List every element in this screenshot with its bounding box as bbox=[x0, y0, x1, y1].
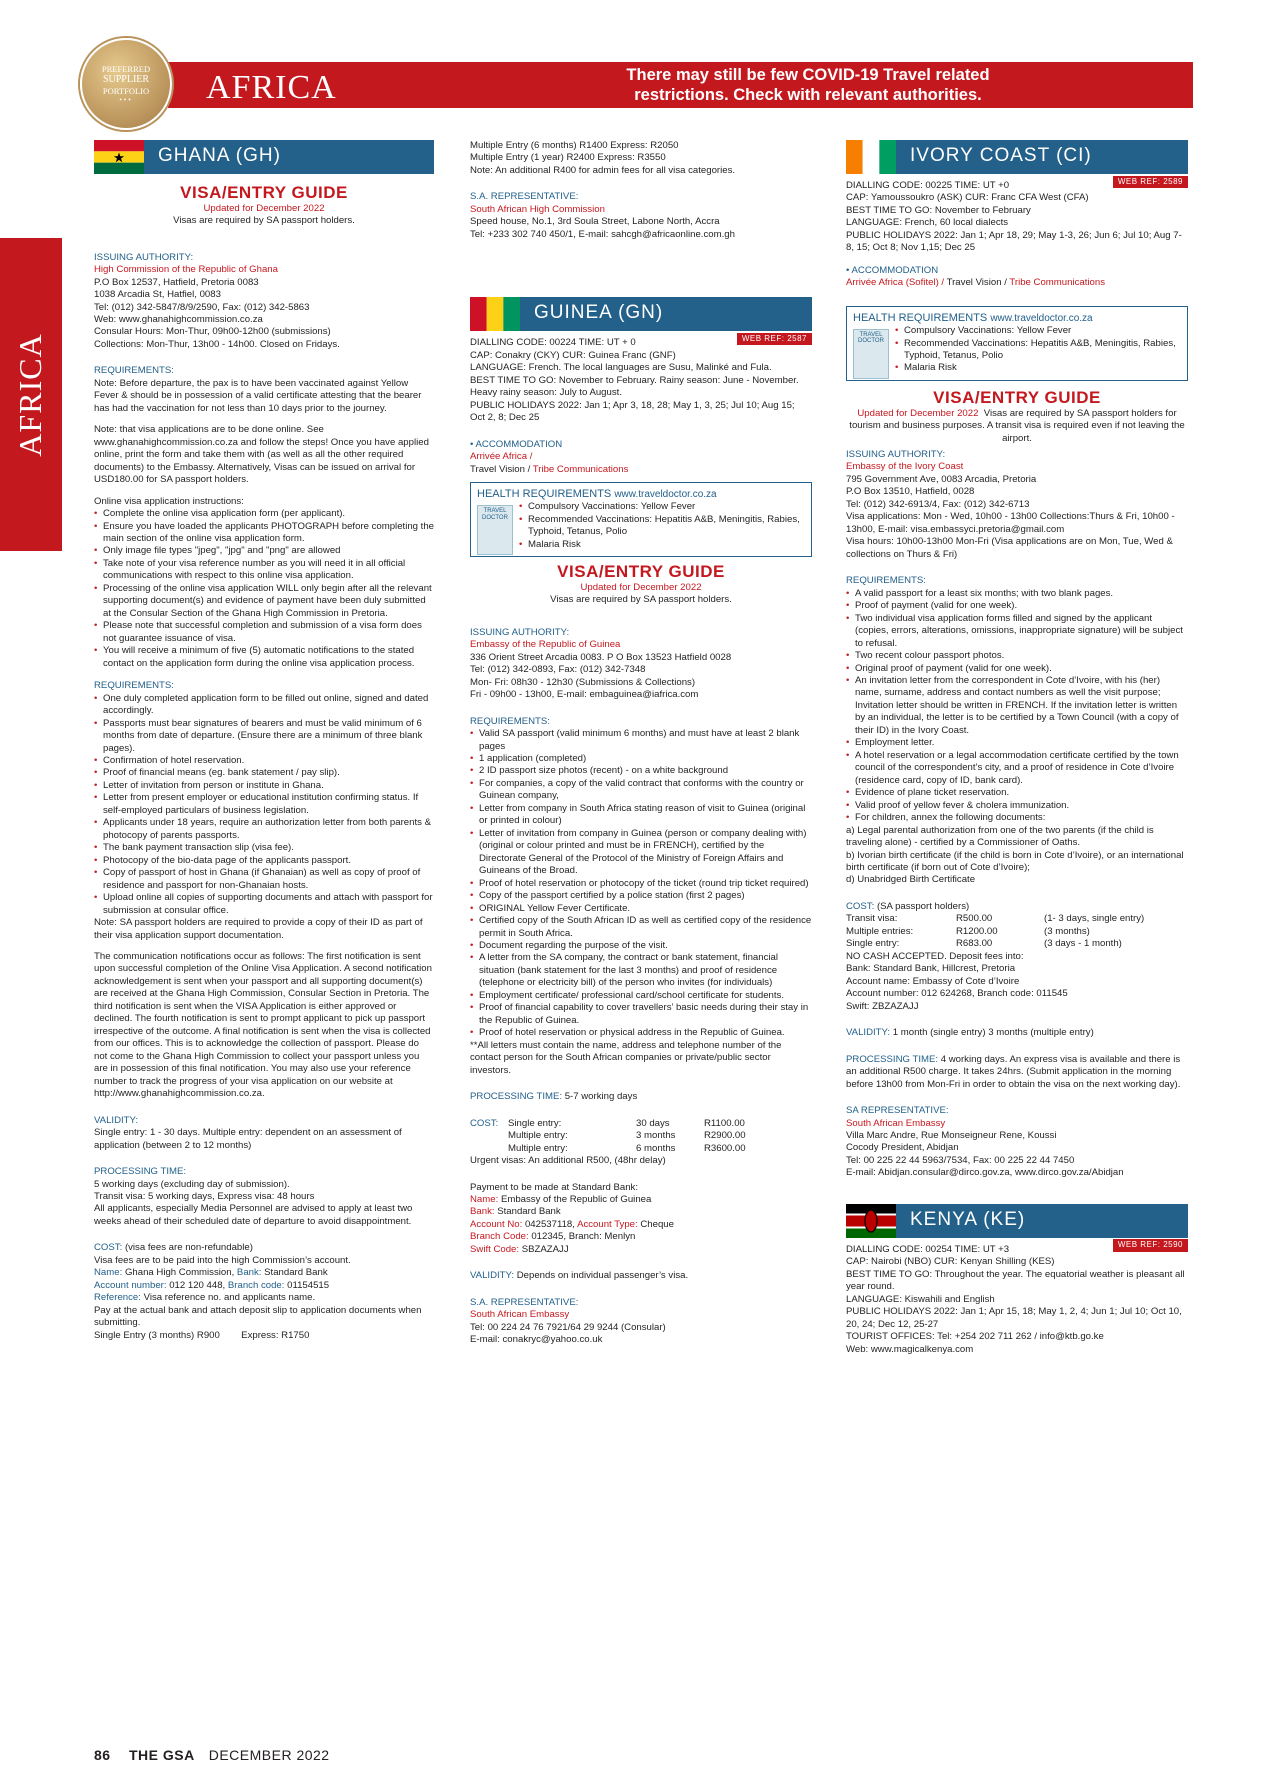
guinea-info bbox=[470, 337, 812, 424]
detail-line: P.O Box 12537, Hatfield, Pretoria 0083 bbox=[94, 276, 259, 288]
info-line: CAP: Yamoussoukro (ASK) CUR: Franc CFA West (CFA) bbox=[846, 192, 1089, 204]
sa-representative-label: S.A. REPRESENTATIVE: bbox=[470, 1296, 579, 1308]
updated-note: Updated for December 2022 bbox=[580, 581, 702, 593]
visa-required-note: Visas are required by SA passport holders. bbox=[173, 215, 355, 227]
processing-label: PROCESSING TIME: bbox=[470, 1091, 563, 1103]
list-item: • The bank payment transaction slip (visa fee). bbox=[94, 842, 434, 854]
cost-label: COST: bbox=[846, 900, 875, 912]
list-item: • Confirmation of hotel reservation. bbox=[94, 755, 434, 767]
health-requirements-box bbox=[470, 482, 812, 557]
detail-line: Visa hours: 10h00-13h00 Mon-Fri (Visa applications are on Mon, Tue, Wed & collections on Thurs & Fri) bbox=[846, 536, 1173, 560]
country-title-kenya: KENYA (KE) bbox=[910, 1208, 1026, 1230]
health-items bbox=[519, 501, 805, 551]
children-documents bbox=[846, 825, 1188, 887]
sa-representative-details bbox=[846, 1130, 1188, 1180]
health-requirements-box bbox=[846, 306, 1188, 381]
urgent-note: Urgent visas: An additional R500, (48hr delay) bbox=[470, 1155, 666, 1167]
payment-branch bbox=[470, 1231, 812, 1243]
health-url: www.traveldoctor.co.za bbox=[614, 488, 717, 500]
online-note: Note: that visa applications are to be done online. See www.ghanahighcommission.co.za and follow the steps! Once you have applied online, print the form and take them with (as well as all the other required documents) to the Embassy. Alternatively, Visas can be issued on arrival for USD180.00 for SA passport holders. bbox=[94, 424, 429, 486]
ghana-continued bbox=[470, 140, 812, 177]
list-item: • A hotel reservation or a legal accommodation certificate certified by the town council of the correspondent’s city, and a proof of residence in Cote d’Ivoire (residence card, copy of ID, bank card). bbox=[846, 750, 1188, 787]
requirements-label-2: REQUIREMENTS: bbox=[94, 680, 174, 692]
info-line: CAP: Nairobi (NBO) CUR: Kenyan Shilling (KES) bbox=[846, 1256, 1055, 1268]
accommodation-label: • ACCOMMODATION bbox=[846, 264, 939, 276]
ivory-coast-info bbox=[846, 180, 1188, 255]
health-item: • Recommended Vaccinations: Hepatitis A&B, Meningitis, Rabies, Typhoid, Tetanus, Polio bbox=[895, 338, 1181, 363]
list-item: • Upload online all copies of supporting documents and attach with passport for submission at consular office. bbox=[94, 892, 434, 917]
cost-duration: 6 months bbox=[636, 1142, 676, 1154]
detail-line: Web: www.ghanahighcommission.co.za bbox=[94, 313, 263, 325]
reference-line bbox=[94, 1292, 434, 1304]
detail-line: NO CASH ACCEPTED. Deposit fees into: bbox=[846, 950, 1024, 962]
list-item: • Two individual visa application forms filled and signed by the applicant (copies, errors, alterations, omissions, inappropriate signature) will be subject to refusal. bbox=[846, 613, 1188, 650]
requirements-list bbox=[94, 693, 434, 917]
info-line: TOURIST OFFICES: Tel: +254 202 711 262 / info@ktb.go.ke bbox=[846, 1331, 1104, 1343]
list-item: • Photocopy of the bio-data page of the applicants passport. bbox=[94, 855, 434, 867]
detail-line: Transit visa: 5 working days, Express visa: 48 hours bbox=[94, 1190, 315, 1202]
health-item: • Malaria Risk bbox=[519, 539, 805, 551]
issuing-authority-label: ISSUING AUTHORITY: bbox=[846, 449, 946, 461]
info-line: BEST TIME TO GO: Throughout the year. The equatorial weather is pleasant all year round. bbox=[846, 1268, 1185, 1293]
health-title bbox=[853, 311, 1181, 325]
info-line: DIALLING CODE: 00254 TIME: UT +3 bbox=[846, 1243, 1010, 1255]
payment-name-label: Name: bbox=[470, 1193, 499, 1205]
cost-duration: 3 months bbox=[636, 1130, 676, 1142]
detail-line: Mon- Fri: 08h30 - 12h30 (Submissions & Collections) bbox=[470, 676, 696, 688]
page-footer bbox=[94, 1746, 330, 1764]
name-label: Name: bbox=[94, 1267, 123, 1279]
spacer bbox=[470, 1143, 508, 1155]
cost-type: Multiple entry: bbox=[508, 1130, 568, 1142]
bank-value: Standard Bank bbox=[264, 1267, 328, 1279]
account-label: Account number: bbox=[94, 1279, 167, 1291]
list-item: • 2 ID passport size photos (recent) - on a white background bbox=[470, 765, 812, 777]
detail-line: Multiple Entry (6 months) R1400 Express: R2050 bbox=[470, 140, 679, 151]
country-title-ghana: GHANA (GH) bbox=[158, 145, 281, 166]
issuing-authority-details bbox=[94, 277, 434, 352]
issuing-authority-name: High Commission of the Republic of Ghana bbox=[94, 264, 278, 276]
region-title: AFRICA bbox=[206, 69, 337, 106]
ivory-coast-flag-icon bbox=[846, 140, 896, 174]
cost-note: (visa fees are non-refundable) bbox=[124, 1242, 253, 1254]
list-item: • Applicants under 18 years, require an authorization letter from both parents & photocopy of parents passports. bbox=[94, 817, 434, 842]
health-item: • Malaria Risk bbox=[895, 362, 1181, 374]
payment-swift bbox=[470, 1244, 812, 1256]
info-line: LANGUAGE: French. The local languages are Susu, Malinké and Fula. bbox=[470, 362, 772, 374]
cost-block bbox=[94, 1242, 434, 1254]
updated-note: Updated for December 2022 bbox=[203, 202, 325, 214]
covid-notice-line2: restrictions. Check with relevant authorities. bbox=[634, 85, 982, 104]
account-line bbox=[94, 1280, 434, 1292]
covid-notice-line1: There may still be few COVID-19 Travel related bbox=[626, 66, 990, 84]
country-title-guinea: GUINEA (GN) bbox=[534, 302, 664, 324]
payment-line: Payment to be made at Standard Bank: bbox=[470, 1181, 638, 1193]
updated-note: Updated for December 2022 bbox=[857, 407, 979, 419]
info-line: PUBLIC HOLIDAYS 2022: Jan 1; Apr 3, 18, 28; May 1, 3, 25; Jul 10; Aug 15; Oct 2, 8; Dec 25 bbox=[470, 399, 795, 424]
seal-line2: SUPPLIER bbox=[102, 74, 150, 86]
list-item: • 1 application (completed) bbox=[470, 753, 812, 765]
kenya-flag-icon bbox=[846, 1204, 896, 1238]
list-item: • For companies, a copy of the valid contract that conforms with the country or Guinean company, bbox=[470, 778, 812, 803]
accommodation-item: Arrivée Africa / bbox=[470, 451, 533, 463]
list-item: • Valid SA passport (valid minimum 6 months) and must have at least 2 blank pages bbox=[470, 728, 812, 753]
payment-name-value: Embassy of the Republic of Guinea bbox=[500, 1193, 652, 1205]
cost-table bbox=[470, 1118, 812, 1155]
sa-representative-name: South African Embassy bbox=[470, 1309, 570, 1321]
country-bar-kenya bbox=[896, 1204, 1188, 1250]
requirements-note: Note: Before departure, the pax is to have been vaccinated against Yellow Fever & should be in possession of a valid certificate attesting that the bearer has had the vaccination for not less than 10 days prior to the journey. bbox=[94, 377, 422, 414]
name-value: Ghana High Commission, bbox=[124, 1267, 235, 1279]
cost-heading bbox=[846, 901, 1188, 913]
visa-guide-title: VISA/ENTRY GUIDE bbox=[180, 183, 348, 202]
branch-label: Branch code: bbox=[227, 1279, 285, 1291]
health-item: • Recommended Vaccinations: Hepatitis A&B, Meningitis, Rabies, Typhoid, Tetanus, Polio bbox=[519, 514, 805, 539]
detail-line: Tel: (012) 342-0893, Fax: (012) 342-7348 bbox=[470, 664, 646, 676]
detail-line: 795 Government Ave, 0083 Arcadia, Pretoria bbox=[846, 473, 1037, 485]
list-item: • Letter from company in South Africa stating reason of visit to Guinea (original or printed in colour) bbox=[470, 803, 812, 828]
detail-line: P.O Box 13510, Hatfield, 0028 bbox=[846, 486, 975, 498]
bank-name-line bbox=[94, 1267, 434, 1279]
issuing-authority-name: Embassy of the Republic of Guinea bbox=[470, 639, 621, 651]
requirements-label: REQUIREMENTS: bbox=[846, 575, 926, 587]
validity-text: Single entry: 1 - 30 days. Multiple entry: dependent on an assessment of application (between 2 to 12 months) bbox=[94, 1127, 402, 1151]
kenya-info bbox=[846, 1244, 1188, 1356]
visa-required-note: Visas are required by SA passport holders. bbox=[550, 594, 732, 606]
ghana-flag-icon bbox=[94, 140, 144, 174]
health-items bbox=[895, 325, 1181, 375]
list-item: • Copy of passport of host in Ghana (if Ghanaian) as well as copy of proof of residence and passport for non-Ghanaian hosts. bbox=[94, 867, 434, 892]
single-entry-price: Single Entry (3 months) R900 bbox=[94, 1329, 220, 1341]
detail-line: Cocody President, Abidjan bbox=[846, 1142, 959, 1154]
travel-doctor-icon: TRAVEL DOCTOR bbox=[477, 505, 513, 555]
detail-line: Tel: 00 225 22 44 5963/7534, Fax: 00 225 22 44 7450 bbox=[846, 1154, 1075, 1166]
issuing-authority-label: ISSUING AUTHORITY: bbox=[94, 251, 194, 263]
online-instructions-title: Online visa application instructions: bbox=[94, 495, 244, 507]
list-item: • A valid passport for a least six months; with two blank pages. bbox=[846, 588, 1188, 600]
country-bar-ivory-coast bbox=[896, 140, 1188, 186]
accommodation-item: Travel Vision / bbox=[470, 463, 531, 475]
sa-representative-label: SA REPRESENTATIVE: bbox=[846, 1105, 949, 1117]
detail-line: a) Legal parental authorization from one of the two parents (if the child is traveling alone) - certified by a Commissioner of Oaths. bbox=[846, 824, 1154, 849]
issue-date: DECEMBER 2022 bbox=[208, 1747, 330, 1763]
visa-guide-title: VISA/ENTRY GUIDE bbox=[933, 387, 1101, 407]
cost-note: (SA passport holders) bbox=[876, 900, 970, 912]
web-ref-badge: WEB REF: 2587 bbox=[737, 333, 812, 345]
list-item: • Document regarding the purpose of the visit. bbox=[470, 940, 812, 952]
detail-line: E-mail: Abidjan.consular@dirco.gov.za, www.dirco.gov.za/Abidjan bbox=[846, 1167, 1124, 1179]
validity-value: Depends on individual passenger’s visa. bbox=[516, 1270, 689, 1282]
info-line: DIALLING CODE: 00225 TIME: UT +0 bbox=[846, 180, 1010, 191]
cost-price: R1100.00 bbox=[704, 1117, 745, 1129]
cost-table bbox=[846, 913, 1188, 950]
column-ghana bbox=[94, 140, 434, 1342]
online-instructions-list bbox=[94, 508, 434, 670]
detail-line: Fri - 09h00 - 13h00, E-mail: embaguinea@iafrica.com bbox=[470, 689, 699, 701]
payment-account-label: Account No: bbox=[470, 1218, 523, 1230]
detail-line: Swift: ZBZAZAJJ bbox=[846, 1000, 919, 1012]
detail-line: 1038 Arcadia St, Hatfiel, 0083 bbox=[94, 289, 221, 301]
validity-label: VALIDITY: bbox=[470, 1270, 515, 1282]
travel-doctor-icon: TRAVEL DOCTOR bbox=[853, 329, 889, 379]
info-line: PUBLIC HOLIDAYS 2022: Jan 1; Apr 15, 18; May 1, 2, 4; Jun 1; Jul 10; Oct 10, 20, 24; Dec 12, 25-27 bbox=[846, 1306, 1182, 1330]
info-line: DIALLING CODE: 00224 TIME: UT + 0 bbox=[470, 337, 636, 349]
accommodation-item: Arrivée Africa (Sofitel) / bbox=[846, 277, 945, 289]
visa-guide-title: VISA/ENTRY GUIDE bbox=[557, 562, 725, 582]
list-item: • Please note that successful completion and submission of a visa form does not guarantee issuance of visa. bbox=[94, 620, 434, 645]
detail-line: Tel: (012) 342-6913/4, Fax: (012) 342-6713 bbox=[846, 498, 1030, 510]
branch-value: 01154515 bbox=[287, 1279, 330, 1291]
list-item: • Letter of invitation from person or institute in Ghana. bbox=[94, 780, 434, 792]
country-title-ivory-coast: IVORY COAST (CI) bbox=[910, 145, 1092, 166]
cost-line: Visa fees are to be paid into the high Commission’s account. bbox=[94, 1254, 351, 1266]
list-item: • Passports must bear signatures of bearers and must be valid minimum of 6 months from date of departure. (Ensure there are a minimum of three blank pages). bbox=[94, 718, 434, 755]
detail-line: Consular Hours: Mon-Thur, 09h00-12h00 (submissions) bbox=[94, 326, 331, 338]
payment-type-value: Cheque bbox=[640, 1218, 674, 1230]
side-tab bbox=[0, 238, 62, 551]
list-item: • Letter from present employer or educational institution confirming status. If self-employed particulars of business legislation. bbox=[94, 792, 434, 817]
list-item: • For children, annex the following documents: bbox=[846, 812, 1188, 824]
sa-representative-name: South African Embassy bbox=[846, 1117, 946, 1129]
list-item: • Complete the online visa application form (per applicant). bbox=[94, 508, 434, 520]
header-bar bbox=[168, 62, 1193, 108]
cost-duration: (3 days - 1 month) bbox=[1044, 938, 1122, 950]
column-ivory-kenya bbox=[846, 140, 1188, 1356]
payment-name bbox=[470, 1194, 812, 1206]
detail-line: Visa applications: Mon - Wed, 10h00 - 13h00 Collections:Thurs & Fri, 10h00 - 13h00, E-mail: visa.embassyci.pretoria@gmail.com bbox=[846, 511, 1175, 535]
reference-value: Visa reference no. and applicants name. bbox=[143, 1292, 316, 1304]
web-ref-badge: WEB REF: 2589 bbox=[1113, 176, 1188, 188]
detail-line: 336 Orient Street Arcadia 0083. P O Box 13523 Hatfield 0028 bbox=[470, 651, 732, 663]
detail-line: All applicants, especially Media Personnel are advised to apply at least two weeks ahead of their scheduled date of departure to avoid disappointment. bbox=[94, 1203, 413, 1227]
seal-line3: PORTFOLIO bbox=[102, 86, 150, 97]
requirements-id-note: Note: SA passport holders are required to provide a copy of their ID as part of their visa application support documentation. bbox=[94, 917, 423, 941]
info-line: Web: www.magicalkenya.com bbox=[846, 1343, 974, 1355]
info-line: LANGUAGE: French, 60 local dialects bbox=[846, 217, 1009, 229]
validity-line bbox=[470, 1270, 812, 1282]
sa-representative-name: South African High Commission bbox=[470, 203, 605, 215]
visa-required-block bbox=[846, 408, 1188, 445]
payment-bank-label: Bank: bbox=[470, 1206, 495, 1218]
processing-details bbox=[94, 1179, 434, 1229]
list-item: • One duly completed application form to be filled out online, signed and dated accordingly. bbox=[94, 693, 434, 718]
column-guinea bbox=[470, 140, 812, 1347]
cost-type: Multiple entry: bbox=[508, 1142, 568, 1154]
accommodation-item: Travel Vision / bbox=[946, 277, 1007, 289]
notifications-text: The communication notifications occur as follows: The first notification is sent upon successful completion of the Online Visa Application. A second notification acknowledgement is sent when your passport and all supporting document(s) are received at the Ghana High Commission, Consular Section in Pretoria. The third notification is sent when the VISA Application is either approved or declined. The fourth notification is sent to prompt applicant to pick up passport irrespective of the outcome. A final notification is sent when the visa is collected from our offices. This is to acknowledge the collection of passport. Please do not come to the Ghana High Commission to collect your passport unless you are in possession of this final notification. You may also use your reference number to track the progress of your visa application on our website at http://www.ghanahighcommission.co.za. bbox=[94, 951, 432, 1100]
cost-type: Single entry: bbox=[846, 938, 900, 950]
page-number: 86 bbox=[94, 1747, 111, 1763]
list-item: • Letter of invitation from company in Guinea (person or company dealing with)(original or colour printed and must be in FRENCH), certified by the Directorate General of the Protocol of the Ministry of Foreign Affairs and Guineans of the Broad. bbox=[470, 828, 812, 878]
issuing-authority-name: Embassy of the Ivory Coast bbox=[846, 461, 964, 473]
list-item: • Proof of financial capability to cover travellers’ basic needs during their stay in the Republic of Guinea. bbox=[470, 1002, 812, 1027]
accommodation-item: Tribe Communications bbox=[532, 463, 629, 475]
detail-line: d) Unabridged Birth Certificate bbox=[846, 874, 976, 886]
cost-duration: (3 months) bbox=[1044, 925, 1090, 937]
detail-line: Multiple Entry (1 year) R2400 Express: R3550 bbox=[470, 152, 666, 164]
bank-label: Bank: bbox=[236, 1267, 262, 1279]
payment-bank bbox=[470, 1206, 812, 1218]
list-item: • ORIGINAL Yellow Fever Certificate. bbox=[470, 903, 812, 915]
list-item: • Only image file types "jpeg", "jpg" and "png" are allowed bbox=[94, 545, 434, 557]
list-item: • An invitation letter from the correspondent in Cote d’Ivoire, with his (her) name, surname, address and contact numbers as well the visit purpose; Invitation letter should be written in FRENCH. If the invitation letter is written by an individual, the letter is to be certified by a Town Council (with a copy of their ID) in the Ivory Coast. bbox=[846, 675, 1188, 737]
detail-line: Note: An additional R400 for admin fees for all visa categories. bbox=[470, 164, 736, 176]
list-item: • Proof of hotel reservation or physical address in the Republic of Guinea. bbox=[470, 1027, 812, 1039]
requirements-list bbox=[846, 588, 1188, 825]
cost-type: Single entry: bbox=[508, 1117, 562, 1129]
list-item: • Proof of payment (valid for one week). bbox=[846, 600, 1188, 612]
list-item: • Processing of the online visa application WILL only begin after all the relevant supporting document(s) and evidence of payment have been duly submitted at the Consular Section of the Ghana High Commission in Pretoria. bbox=[94, 583, 434, 620]
health-title-text: HEALTH REQUIREMENTS bbox=[853, 311, 988, 324]
country-bar-ghana bbox=[144, 140, 434, 174]
validity-value: 1 month (single entry) 3 months (multiple entry) bbox=[892, 1027, 1094, 1039]
detail-line: 5 working days (excluding day of submission). bbox=[94, 1178, 290, 1190]
account-value: 012 120 448, bbox=[169, 1279, 226, 1291]
payment-branch-value: 012345, Branch: Menlyn bbox=[531, 1231, 636, 1243]
cost-price: R3600.00 bbox=[704, 1142, 746, 1154]
reference-label: Reference: bbox=[94, 1292, 141, 1304]
list-item: • Original proof of payment (valid for one week). bbox=[846, 663, 1188, 675]
accommodation-line bbox=[470, 464, 812, 476]
list-item: • Proof of hotel reservation or photocopy of the ticket (round trip ticket required) bbox=[470, 878, 812, 890]
detail-line: Tel: +233 302 740 450/1, E-mail: sahcgh@africaonline.com.gh bbox=[470, 228, 735, 240]
payment-swift-value: SBZAZAJJ bbox=[521, 1243, 569, 1255]
detail-line: Tel: (012) 342-5847/8/9/2590, Fax: (012) 342-5863 bbox=[94, 301, 310, 313]
list-item: • Employment letter. bbox=[846, 737, 1188, 749]
cost-type: Transit visa: bbox=[846, 913, 898, 925]
detail-line: Villa Marc Andre, Rue Monseigneur Rene, Koussi bbox=[846, 1129, 1057, 1141]
processing-value: 5-7 working days bbox=[564, 1091, 638, 1103]
list-item: • Two recent colour passport photos. bbox=[846, 650, 1188, 662]
list-item: • Proof of financial means (eg. bank statement / pay slip). bbox=[94, 767, 434, 779]
side-tab-label: AFRICA bbox=[12, 332, 49, 457]
list-item: • Employment certificate/ professional card/school certificate for students. bbox=[470, 990, 812, 1002]
country-bar-guinea bbox=[520, 297, 812, 343]
issuing-authority-details bbox=[846, 474, 1188, 561]
info-line: BEST TIME TO GO: November to February. Rainy season: June - November. Heavy rainy season: July to August. bbox=[470, 374, 799, 399]
validity-line bbox=[846, 1027, 1188, 1039]
single-entry-line bbox=[94, 1330, 434, 1342]
processing-line bbox=[846, 1054, 1188, 1091]
list-item: • A letter from the SA company, the contract or bank statement, financial situation (bank statement for the last 3 months) and proof of residence (telephone or electricity bill) of the person who invites (for individuals) bbox=[470, 952, 812, 989]
issuing-authority-label: ISSUING AUTHORITY: bbox=[470, 626, 570, 638]
accommodation-item: Tribe Communications bbox=[1009, 277, 1105, 289]
preferred-supplier-seal bbox=[80, 38, 172, 130]
pay-line: Pay at the actual bank and attach deposit slip to application documents when submitting. bbox=[94, 1304, 422, 1329]
web-ref-badge: WEB REF: 2590 bbox=[1113, 1239, 1188, 1251]
list-item: • Take note of your visa reference number as you will need it in all official communications with respect to this online visa application. bbox=[94, 558, 434, 583]
detail-line: Account name: Embassy of Cote d’Ivoire bbox=[846, 975, 1020, 987]
detail-line: Tel: 00 224 24 76 7921/64 29 9244 (Consular) bbox=[470, 1321, 666, 1333]
payment-swift-label: Swift Code: bbox=[470, 1243, 520, 1255]
payment-type-label: Account Type: bbox=[577, 1218, 638, 1230]
validity-label: VALIDITY: bbox=[846, 1027, 891, 1039]
seal-stars: ••• bbox=[119, 96, 133, 105]
info-line: PUBLIC HOLIDAYS 2022: Jan 1; Apr 18, 29; May 1-3, 26; Jun 6; Jul 10; Aug 7-8, 15; Oct 8; Nov 1,15; Dec 25 bbox=[846, 229, 1182, 254]
cost-details bbox=[846, 951, 1188, 1013]
issuing-authority-details bbox=[470, 652, 812, 702]
sa-representative-label: S.A. REPRESENTATIVE: bbox=[470, 191, 579, 203]
requirements-label: REQUIREMENTS: bbox=[94, 365, 174, 377]
cost-price: R500.00 bbox=[956, 913, 993, 925]
payment-bank-value: Standard Bank bbox=[497, 1206, 561, 1218]
health-item: • Compulsory Vaccinations: Yellow Fever bbox=[895, 325, 1181, 337]
covid-notice bbox=[548, 66, 1068, 106]
cost-duration: 30 days bbox=[636, 1117, 670, 1129]
cost-price: R2900.00 bbox=[704, 1130, 746, 1142]
processing-label: PROCESSING TIME: bbox=[846, 1053, 939, 1065]
detail-line: Bank: Standard Bank, Hillcrest, Pretoria bbox=[846, 963, 1016, 975]
payment-branch-label: Branch Code: bbox=[470, 1231, 529, 1243]
payment-account-value: 042537118, bbox=[524, 1218, 575, 1230]
list-item: • Certified copy of the South African ID as well as certified copy of the residence permit in South Africa. bbox=[470, 915, 812, 940]
requirements-label: REQUIREMENTS: bbox=[470, 715, 550, 727]
visa-required-note: Visas are required by SA passport holders for tourism and business purposes. A transit visa is required even if not leaving the airport. bbox=[849, 407, 1185, 444]
cost-price: R683.00 bbox=[956, 938, 993, 950]
info-line: LANGUAGE: Kiswahili and English bbox=[846, 1293, 995, 1305]
processing-line bbox=[470, 1091, 812, 1103]
requirements-note: **All letters must contain the name, address and telephone number of the contact person for the South African companies or private/public sector investors. bbox=[470, 1039, 782, 1076]
detail-line: Speed house, No.1, 3rd Soula Street, Labone North, Accra bbox=[470, 216, 720, 228]
health-item: • Compulsory Vaccinations: Yellow Fever bbox=[519, 501, 805, 513]
requirements-list bbox=[470, 728, 812, 1040]
info-line: BEST TIME TO GO: November to February bbox=[846, 204, 1031, 216]
cost-duration: (1- 3 days, single entry) bbox=[1044, 913, 1145, 925]
detail-line: b) Ivorian birth certificate (if the child is born in Cote d’Ivoire), or an international birth certificate (if born out of Cote d’Ivoire); bbox=[846, 849, 1184, 874]
sa-representative-details bbox=[470, 216, 812, 241]
list-item: • Valid proof of yellow fever & cholera immunization. bbox=[846, 800, 1188, 812]
payment-account bbox=[470, 1219, 812, 1231]
cost-label: COST: bbox=[470, 1117, 499, 1129]
guinea-flag-icon bbox=[470, 297, 520, 331]
cost-type: Multiple entries: bbox=[846, 925, 914, 937]
health-title bbox=[477, 487, 805, 501]
detail-line: Account number: 012 624268, Branch code: 011545 bbox=[846, 988, 1068, 1000]
health-url: www.traveldoctor.co.za bbox=[990, 312, 1093, 324]
accommodation-line bbox=[846, 277, 1188, 289]
seal-line1: PREFERRED bbox=[101, 64, 151, 74]
accommodation-label: • ACCOMMODATION bbox=[470, 438, 563, 450]
spacer bbox=[470, 1130, 508, 1142]
list-item: • Copy of the passport certified by a police station (first 2 pages) bbox=[470, 890, 812, 902]
cost-price: R1200.00 bbox=[956, 925, 998, 937]
detail-line: E-mail: conakryc@yahoo.co.uk bbox=[470, 1334, 603, 1346]
processing-value: 4 working days. An express visa is available and there is an additional R500 charge. It takes 24hrs. (Submit application in the morning before 13h00 from Mon-Fri in order to obtain the visa on the next working day). bbox=[846, 1053, 1181, 1090]
processing-label: PROCESSING TIME: bbox=[94, 1166, 187, 1178]
magazine-name: THE GSA bbox=[128, 1747, 195, 1763]
express-price: Express: R1750 bbox=[241, 1329, 310, 1341]
sa-representative-details bbox=[470, 1322, 812, 1347]
list-item: • You will receive a minimum of five (5) automatic notifications to the stated contact on the application form during the online visa application process. bbox=[94, 645, 434, 670]
detail-line: Collections: Mon-Thur, 13h00 - 14h00. Closed on Fridays. bbox=[94, 338, 340, 350]
cost-label: COST: bbox=[94, 1242, 123, 1254]
health-title-text: HEALTH REQUIREMENTS bbox=[477, 487, 612, 500]
list-item: • Evidence of plane ticket reservation. bbox=[846, 787, 1188, 799]
list-item: • Ensure you have loaded the applicants PHOTOGRAPH before completing the main section of the online visa application form. bbox=[94, 521, 434, 546]
validity-label: VALIDITY: bbox=[94, 1114, 139, 1126]
info-line: CAP: Conakry (CKY) CUR: Guinea Franc (GNF) bbox=[470, 349, 676, 361]
